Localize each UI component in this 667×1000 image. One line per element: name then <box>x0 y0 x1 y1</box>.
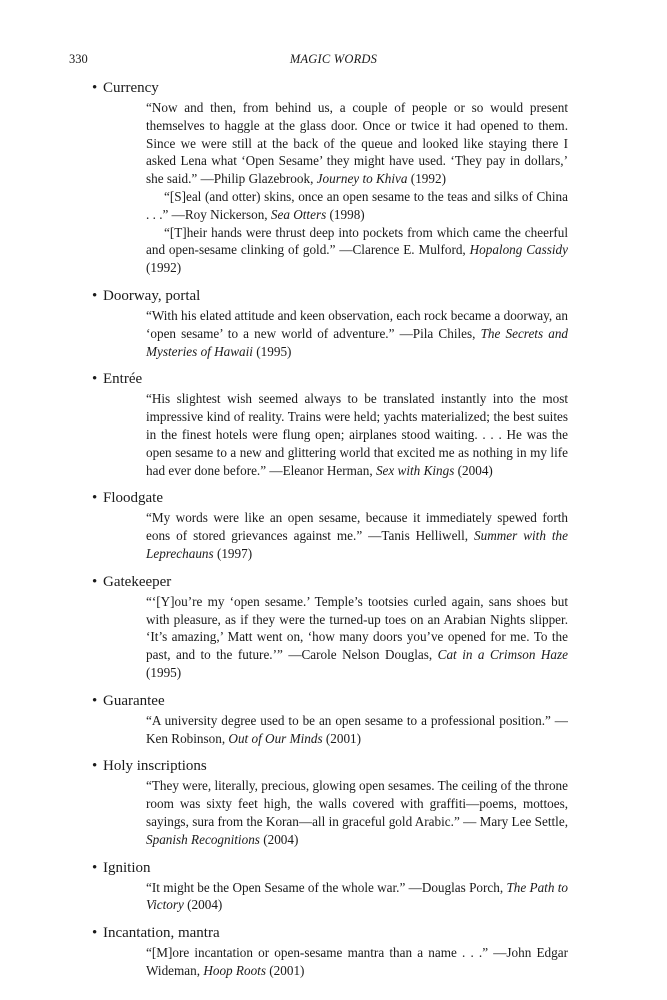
quote-text: “[M]ore incantation or open-sesame mantra than a name . . .” —John Edgar Wideman, <box>146 945 568 978</box>
bullet-icon: • <box>92 758 98 775</box>
entry-heading <box>92 924 572 942</box>
source-year: (2001) <box>265 962 305 978</box>
entry-heading <box>92 370 572 388</box>
entry-term: Incantation, mantra <box>103 925 220 942</box>
entry-term: Entrée <box>103 371 143 388</box>
entry-term: Holy inscriptions <box>103 758 207 775</box>
entry-holy-inscriptions <box>92 757 572 848</box>
entry-term: Guarantee <box>103 692 165 709</box>
quote-text: “With his elated attitude and keen observation, each rock became a doorway, an ‘open sesame’ to a new world of adventure.” —Pila Chiles, <box>146 307 568 341</box>
source-year: (2004) <box>454 462 493 478</box>
source-title: Cat in a Crimson Haze <box>437 647 568 663</box>
bullet-icon: • <box>92 80 98 96</box>
quote <box>146 390 568 479</box>
bullet-icon: • <box>92 925 98 942</box>
source-title: The Path to Victory <box>146 879 568 913</box>
entry-heading <box>92 757 572 775</box>
entry-ignition <box>92 859 572 915</box>
quote-text: “My words were like an open sesame, because it immediately spewed forth eons of stored grievances against me.” —Tanis Helliwell, <box>146 510 568 544</box>
source-title: Journey to Khiva <box>316 171 408 187</box>
entry-doorway-portal <box>92 287 572 360</box>
quote-text: “Now and then, from behind us, a couple of people or so would present themselves to haggle at the glass door. Once or twice it had opened to them. Since we were still at the back of the queue and looked like staying there I asked Lena what ‘Open Sesame’ they might have used. ‘They pay in dollars,’ she said.” —Philip Glazebrook, <box>146 100 568 187</box>
bullet-icon: • <box>92 692 98 709</box>
quote <box>146 944 568 980</box>
source-title: Sex with Kings <box>375 462 455 478</box>
source-year: (2004) <box>183 897 223 913</box>
quote-text: “His slightest wish seemed always to be translated instantly into the most impressive kind of reality. Trains were held; yachts materialized; the best suites in the finest hotels were flung open; airplanes stood waiting. . . . He was the open sesame to a new and glittering world that excited me as nothing in my life had ever done before.” —Eleanor Herman, <box>146 391 568 478</box>
entry-term: Ignition <box>103 859 151 876</box>
entry-currency <box>92 79 572 277</box>
bullet-icon: • <box>92 859 98 876</box>
entry-heading <box>92 287 572 305</box>
entry-term: Doorway, portal <box>103 287 201 304</box>
quote <box>146 712 568 748</box>
quote <box>146 188 568 224</box>
entry-term: Floodgate <box>103 490 163 507</box>
quote <box>146 593 568 682</box>
quote <box>146 307 568 360</box>
source-title: Summer with the Leprechauns <box>146 528 568 561</box>
quote <box>146 509 568 562</box>
source-year: (1995) <box>146 664 182 680</box>
entry-entree <box>92 370 572 479</box>
running-head: MAGIC WORDS <box>289 52 378 66</box>
quote-text: “A university degree used to be an open sesame to a professional position.” —Ken Robinson, <box>146 712 568 746</box>
entry-heading <box>92 692 572 710</box>
quote-text: “It might be the Open Sesame of the whole war.” —Douglas Porch, <box>146 879 507 895</box>
entry-heading <box>92 489 572 507</box>
source-year: (1992) <box>407 171 446 187</box>
entry-term: Currency <box>103 80 159 96</box>
quote-text: “[S]eal (and otter) skins, once an open sesame to the teas and silks of China . . .” —Roy Nickerson, <box>146 188 568 222</box>
source-year: (1998) <box>326 206 365 222</box>
bullet-icon: • <box>92 490 98 507</box>
source-title: Spanish Recognitions <box>146 831 260 847</box>
bullet-icon: • <box>92 573 98 590</box>
quote-text: “[T]heir hands were thrust deep into pockets from which came the cheerful and open-sesame clinking of gold.” —Clarence E. Mulford, <box>146 224 568 258</box>
entry-heading <box>92 79 572 97</box>
entry-list <box>92 79 572 990</box>
entry-heading <box>92 859 572 877</box>
bullet-icon: • <box>92 287 98 304</box>
entry-term: Gatekeeper <box>103 573 172 590</box>
entry-gatekeeper <box>92 573 572 682</box>
source-year: (1997) <box>213 545 253 561</box>
source-title: Sea Otters <box>270 206 327 222</box>
quote-text: “They were, literally, precious, glowing open sesames. The ceiling of the throne room was sixty feet high, the walls covered with graffiti—poems, mottoes, sayings, sura from the Koran—all in graceful gold Arabic.” — Mary Lee Settle, <box>146 778 568 829</box>
entry-guarantee <box>92 692 572 748</box>
quote <box>146 777 568 848</box>
quote-text: “‘[Y]ou’re my ‘open sesame.’ Temple’s tootsies curled again, sans shoes but with pleasure, as if they were the turned-up toes on an Arabian Nights slipper. ‘It’s amazing,’ Matt went on, ‘how many doors you’ve opened for me. To the past, and to the future.’” —Carole Nelson Douglas, <box>146 593 568 663</box>
quote <box>146 879 568 915</box>
source-title: Hoop Roots <box>203 962 266 978</box>
quote <box>146 224 568 277</box>
entry-heading <box>92 573 572 591</box>
source-year: (1995) <box>252 343 292 359</box>
entry-floodgate <box>92 489 572 562</box>
quote <box>146 99 568 188</box>
source-year: (2004) <box>259 831 299 847</box>
page-number: 330 <box>69 52 88 66</box>
source-year: (2001) <box>322 730 362 746</box>
source-year: (1992) <box>146 260 182 276</box>
entry-incantation-mantra <box>92 924 572 980</box>
source-title: Hopalong Cassidy <box>469 242 568 258</box>
bullet-icon: • <box>92 371 98 388</box>
source-title: The Secrets and Mysteries of Hawaii <box>146 325 569 359</box>
source-title: Out of Our Minds <box>228 730 323 746</box>
